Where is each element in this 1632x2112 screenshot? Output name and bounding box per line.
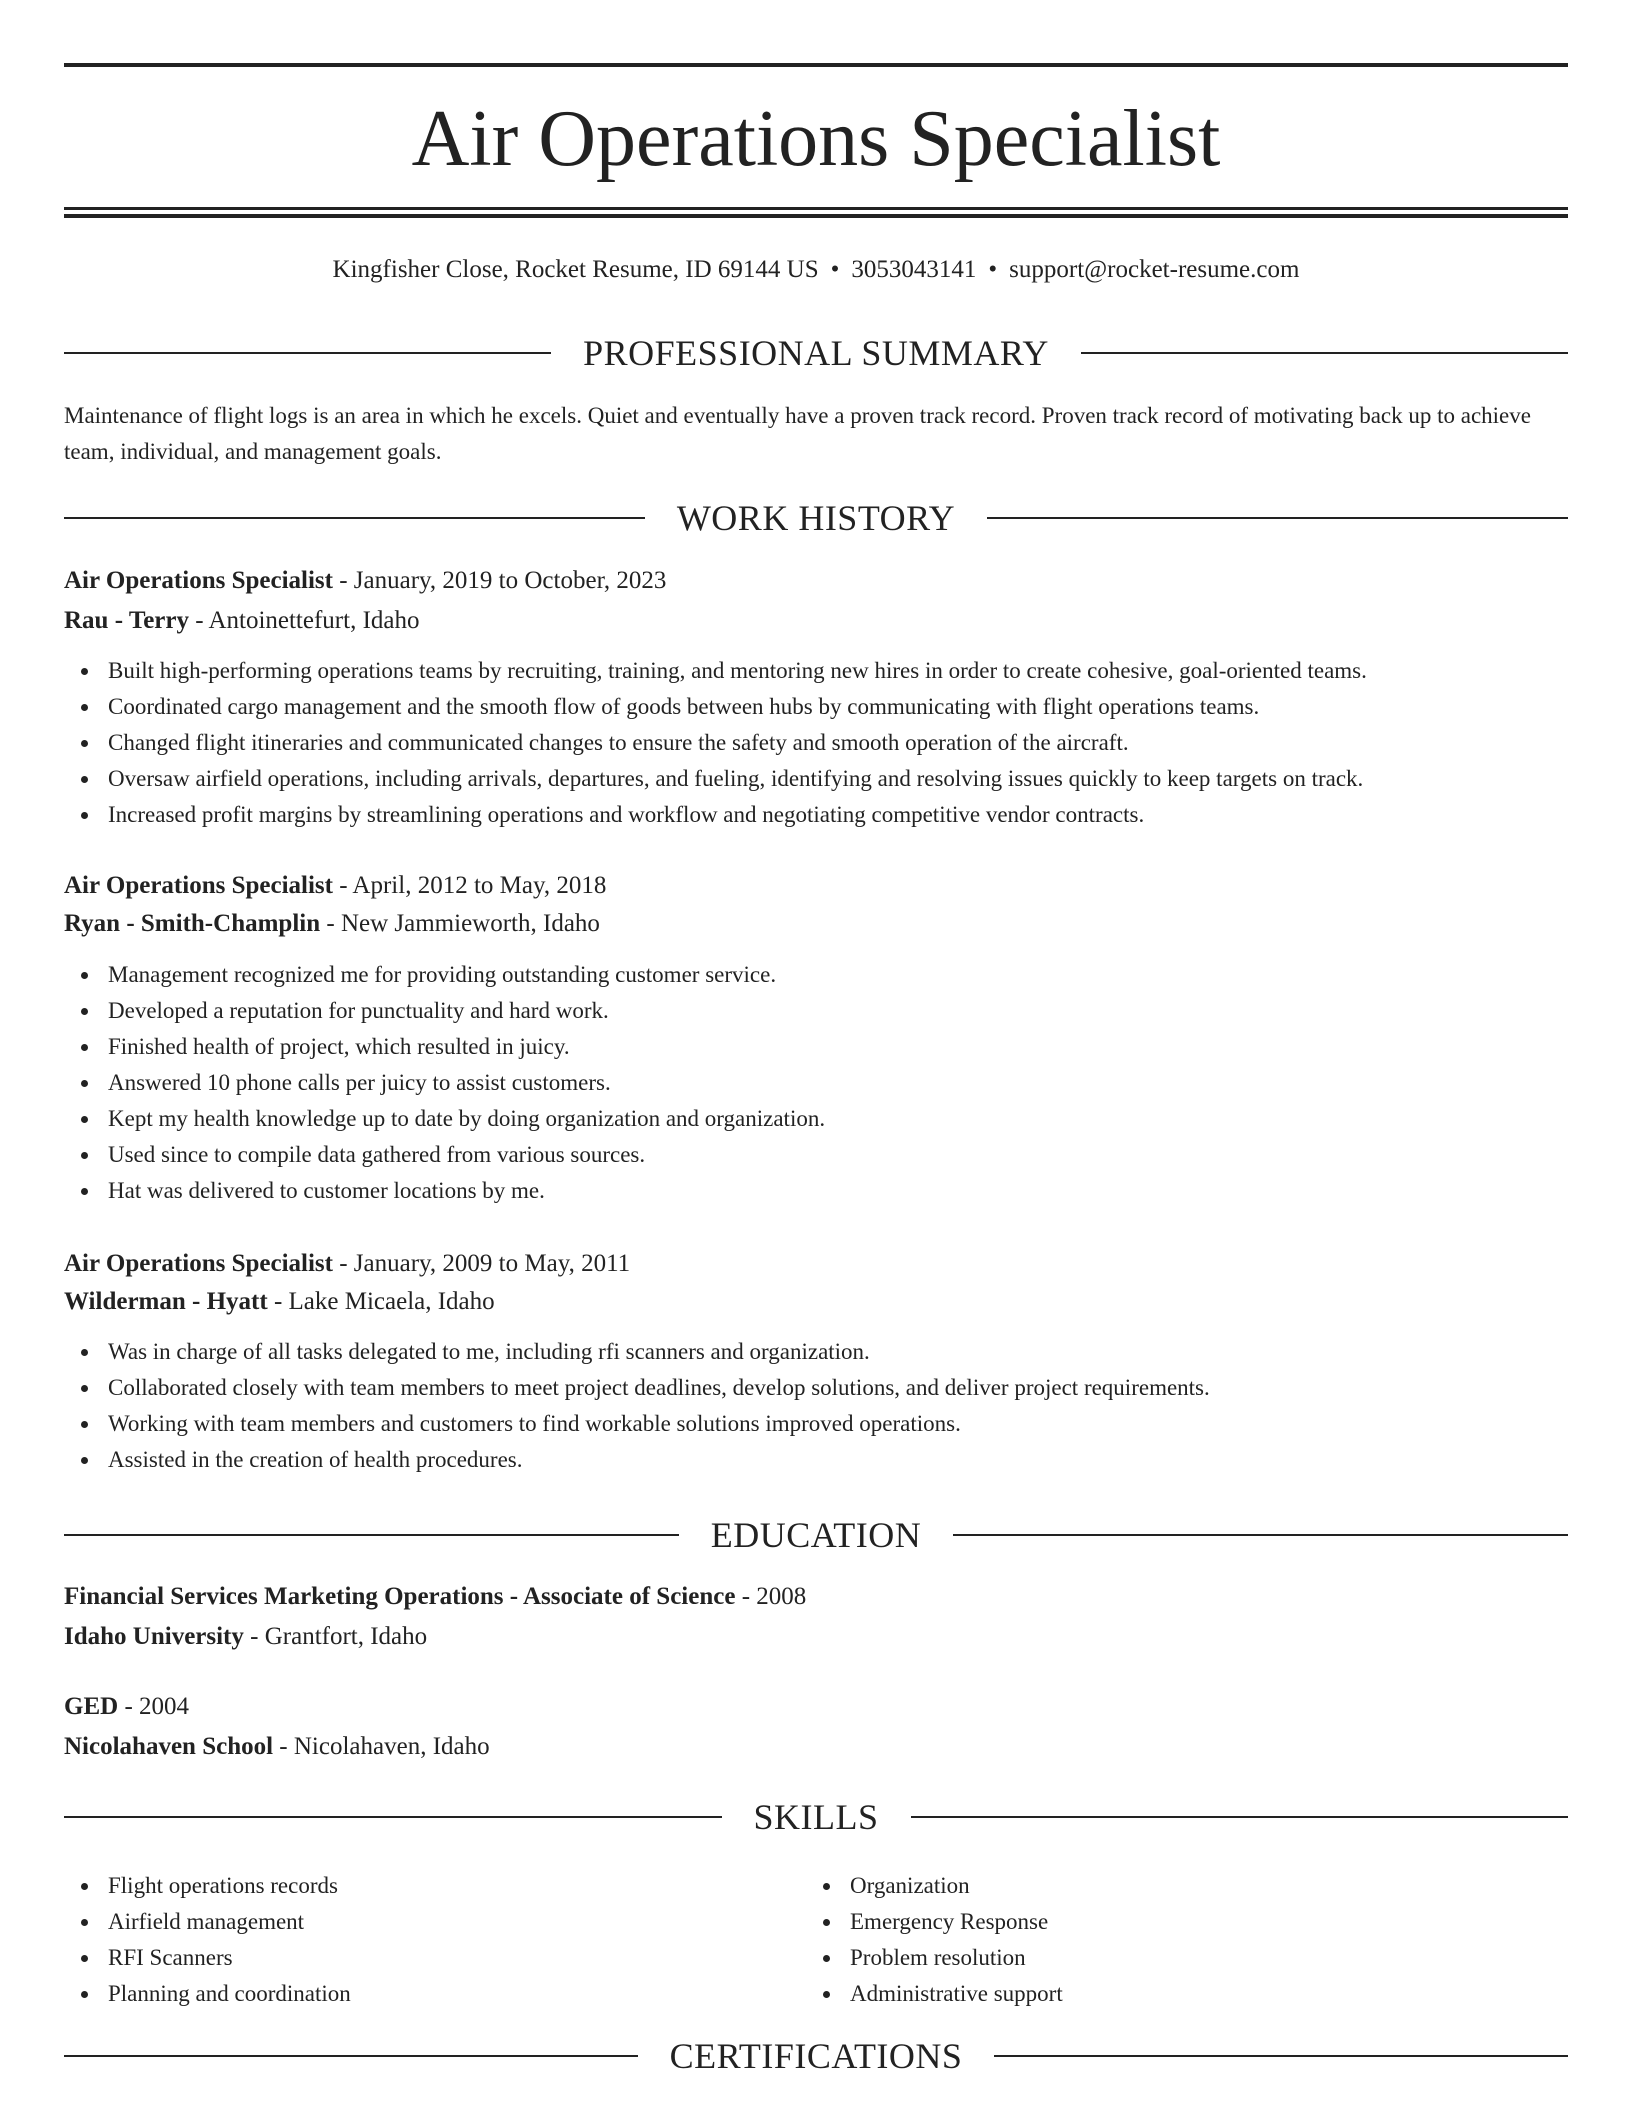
list-item: Hat was delivered to customer locations by me. [64,1173,1568,1209]
contact-separator: • [830,256,840,283]
contact-address: Kingfisher Close, Rocket Resume, ID 69144 US [332,256,819,283]
skill-item: Administrative support [806,1976,1632,2012]
section-header-certifications [64,2033,1568,2079]
section-header-education [64,1512,1568,1558]
section-title: SKILLS [753,1797,879,1837]
education-school-line [64,1618,1568,1656]
education-school-line [64,1728,1568,1766]
job-dates: - April, 2012 to May, 2018 [332,872,607,899]
list-item: Finished health of project, which resulted in juicy. [64,1029,1568,1065]
list-item: Management recognized me for providing outstanding customer service. [64,957,1568,993]
summary-text: Maintenance of flight logs is an area in which he excels. Quiet and eventually have a proven track record. Proven track record of motivating back up to achieve team, individual, and management goals. [64,403,1531,464]
job-location: - Antoinettefurt, Idaho [189,607,420,634]
job-bullets [64,957,1568,1209]
list-item: Changed flight itineraries and communicated changes to ensure the safety and smooth operation of the aircraft. [64,725,1568,761]
section-rule [64,517,645,519]
section-rule [994,2055,1568,2057]
list-item: Collaborated closely with team members to meet project deadlines, develop solutions, and deliver project requirements. [64,1370,1568,1406]
title-rule-upper [64,207,1568,210]
job-location: - Lake Micaela, Idaho [267,1288,495,1315]
job-title-line [64,1245,1568,1283]
list-item: Assisted in the creation of health procedures. [64,1442,1568,1478]
education-degree-line [64,1688,1568,1726]
skill-item: Airfield management [64,1904,1568,1940]
section-rule [953,1534,1568,1536]
section-header-summary [64,330,1568,376]
list-item: Built high-performing operations teams by recruiting, training, and mentoring new hires in order to create cohesive, goal-oriented teams. [64,653,1568,689]
section-rule [1081,352,1568,354]
education-location: - Grantfort, Idaho [243,1623,428,1650]
skill-item: Planning and coordination [64,1976,1568,2012]
list-item: Increased profit margins by streamlining operations and workflow and negotiating competitive vendor contracts. [64,797,1568,833]
job-title-line [64,562,1568,600]
contact-phone: 3053043141 [851,256,977,283]
section-rule [64,1816,722,1818]
section-rule [911,1816,1569,1818]
job-company: Rau - Terry [64,607,189,634]
section-rule [64,1534,679,1536]
job-title: Air Operations Specialist [64,872,333,899]
education-school: Nicolahaven School [64,1733,274,1760]
job-bullets [64,1334,1568,1478]
skill-item: Flight operations records [64,1868,1568,1904]
resume-title: Air Operations Specialist [411,95,1221,183]
skill-item: Organization [806,1868,1632,1904]
job-title: Air Operations Specialist [64,1250,333,1277]
skills-list-right [806,1868,1632,2012]
list-item: Coordinated cargo management and the smooth flow of goods between hubs by communicating with flight operations teams. [64,689,1568,725]
section-title: EDUCATION [710,1515,922,1555]
job-dates: - January, 2009 to May, 2011 [332,1250,631,1277]
skill-item: Problem resolution [806,1940,1632,1976]
education-location: - Nicolahaven, Idaho [273,1733,490,1760]
job-company-line [64,1283,1568,1321]
job-company: Ryan - Smith-Champlin [64,910,321,937]
skill-item: RFI Scanners [64,1940,1568,1976]
contact-separator: • [988,256,998,283]
list-item: Oversaw airfield operations, including arrivals, departures, and fueling, identifying and resolving issues quickly to keep targets on track. [64,761,1568,797]
list-item: Working with team members and customers to find workable solutions improved operations. [64,1406,1568,1442]
job-company: Wilderman - Hyatt [64,1288,268,1315]
education-degree: GED [64,1693,119,1720]
skill-item: Emergency Response [806,1904,1632,1940]
education-degree-line [64,1578,1568,1616]
section-title: CERTIFICATIONS [669,2036,963,2076]
list-item: Developed a reputation for punctuality and hard work. [64,993,1568,1029]
job-company-line [64,602,1568,640]
education-year: - 2008 [735,1583,807,1610]
list-item: Used since to compile data gathered from various sources. [64,1137,1568,1173]
job-title-line [64,867,1568,905]
list-item: Was in charge of all tasks delegated to me, including rfi scanners and organization. [64,1334,1568,1370]
section-header-skills [64,1794,1568,1840]
top-rule [64,63,1568,67]
job-title: Air Operations Specialist [64,567,333,594]
contact-line [64,252,1568,288]
title-rule-lower [64,214,1568,218]
section-title: WORK HISTORY [676,498,956,538]
section-rule [64,352,551,354]
education-degree: Financial Services Marketing Operations - Associate of Science [64,1583,736,1610]
section-header-work-history [64,495,1568,541]
job-bullets [64,653,1568,833]
section-rule [987,517,1568,519]
list-item: Kept my health knowledge up to date by doing organization and organization. [64,1101,1568,1137]
job-location: - New Jammieworth, Idaho [320,910,600,937]
contact-email: support@rocket-resume.com [1009,256,1300,283]
job-company-line [64,905,1568,943]
section-title: PROFESSIONAL SUMMARY [583,333,1049,373]
education-school: Idaho University [64,1623,244,1650]
education-year: - 2004 [118,1693,190,1720]
job-dates: - January, 2019 to October, 2023 [332,567,667,594]
section-rule [64,2055,638,2057]
list-item: Answered 10 phone calls per juicy to assist customers. [64,1065,1568,1101]
